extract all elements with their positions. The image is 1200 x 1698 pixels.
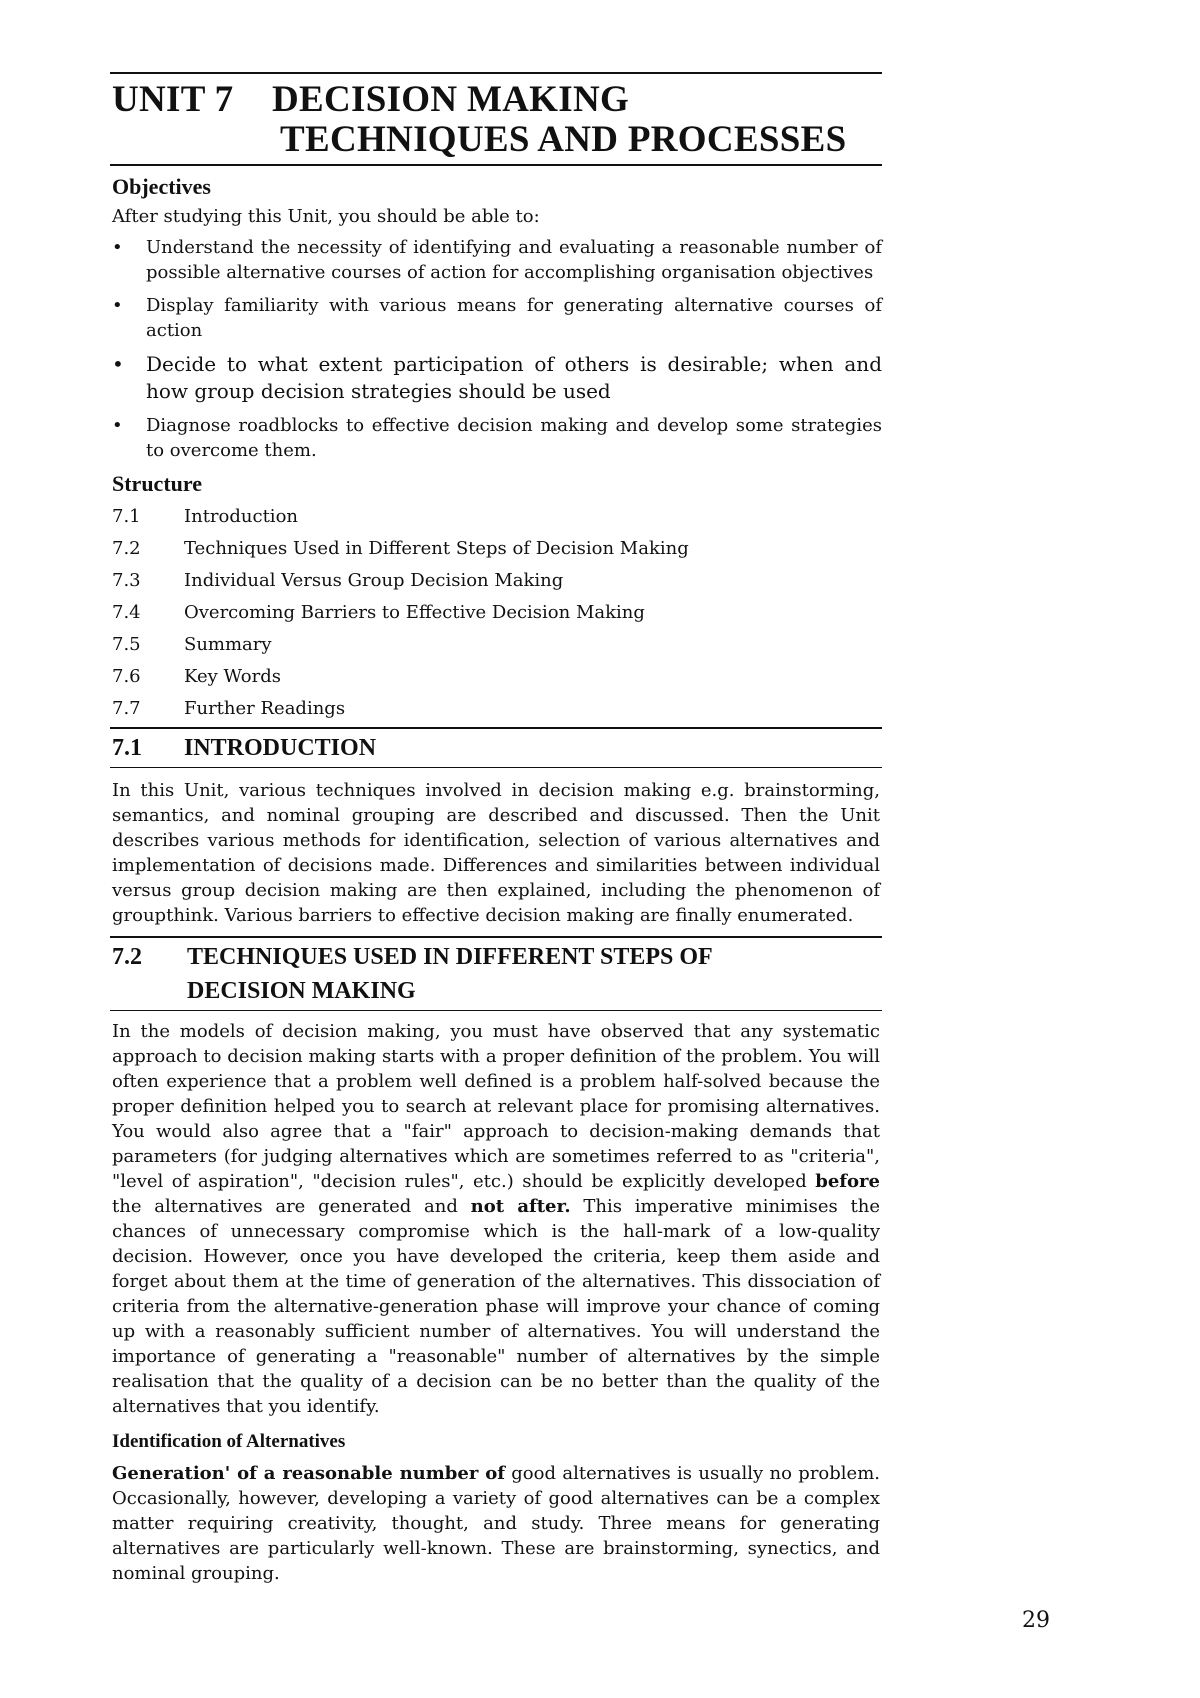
structure-item: 7.1 Introduction <box>112 506 298 527</box>
bullet-icon: • <box>112 295 123 316</box>
section-title: TECHNIQUES USED IN DIFFERENT STEPS OF DECISION MAKING <box>187 944 713 1004</box>
bullet-icon: • <box>112 237 123 258</box>
objective-item: • Understand the necessity of identifying and evaluating a reasonable number of possible alternative courses of action for accomplishing organisation objectives <box>112 237 882 283</box>
structure-item: 7.7 Further Readings <box>112 698 346 719</box>
structure-item: 7.2 Techniques Used in Different Steps of Decision Making <box>112 538 689 559</box>
paragraph: In the models of decision making, you must have observed that any systematic approach to decision making starts with a proper definition of the problem. You will often experience that a problem well defined is a problem half-solved because the proper definition helped you to search at relevant place for promising alternatives. You would also agree that a "fair" approach to decision-making demands that parameters (for judging alternatives which are sometimes referred to as "criteria", "level of aspiration", "decision rules", etc.) should be explicitly developed before the alternatives are generated and not after. This imperative minimises the chances of unnecessary compromise which is the hall-mark of a low-quality decision. However, once you have developed the criteria, keep them aside and forget about them at the time of generation of the alternatives. This dissociation of criteria from the alternative-generation phase will improve your chance of coming up with a reasonably sufficient number of alternatives. You will understand the importance of generating a "reasonable" number of alternatives by the simple realisation that the quality of a decision can be no better than the quality of the alternatives that you identify. <box>112 1021 880 1417</box>
section-number: 7.2 <box>112 944 142 970</box>
paragraph: In this Unit, various techniques involved in decision making e.g. brainstorming, semantics, and nominal grouping are described and discussed. Then the Unit describes various methods for identification, selection of various alternatives and implementation of decisions made. Differences and similarities between individual versus group decision making are then explained, including the phenomenon of groupthink. Various barriers to effective decision making are finally enumerated. <box>112 780 880 926</box>
section-number: 7.1 <box>112 735 142 761</box>
bullet-icon: • <box>112 352 124 376</box>
objectives-list <box>110 235 882 463</box>
paragraph: Generation' of a reasonable number of good alternatives is usually no problem. Occasionally, however, developing a variety of good alternatives can be a complex matter requiring creativity, thought, and study. Three means for generating alternatives are particularly well-known. These are brainstorming, synectics, and nominal grouping. <box>112 1463 880 1584</box>
objective-item: • Diagnose roadblocks to effective decision making and develop some strategies to overcome them. <box>112 415 882 461</box>
section-heading-introduction <box>110 727 882 768</box>
unit-title-line-2: TECHNIQUES AND PROCESSES <box>280 119 847 160</box>
structure-item: 7.4 Overcoming Barriers to Effective Decision Making <box>112 602 645 623</box>
unit-title-line-1: DECISION MAKING <box>272 79 630 120</box>
objective-item: • Decide to what extent participation of others is desirable; when and how group decision strategies should be used <box>112 352 882 403</box>
techniques-body <box>110 1011 882 1419</box>
page-number: 29 <box>1022 1608 1050 1633</box>
structure-item: 7.3 Individual Versus Group Decision Making <box>112 570 564 591</box>
unit-title <box>112 80 882 160</box>
structure-heading: Structure <box>112 471 203 496</box>
unit-number: UNIT 7 <box>112 79 234 120</box>
unit-title-block <box>110 72 882 166</box>
objective-item: • Display familiarity with various means for generating alternative courses of action <box>112 295 882 341</box>
bullet-icon: • <box>112 415 123 436</box>
section-heading-techniques <box>110 936 882 1011</box>
identification-heading: Identification of Alternatives <box>112 1431 346 1452</box>
structure-list <box>112 501 882 725</box>
introduction-body <box>110 768 882 928</box>
structure-item: 7.6 Key Words <box>112 666 281 687</box>
structure-item: 7.5 Summary <box>112 634 272 655</box>
objectives-heading: Objectives <box>112 174 211 199</box>
document-page <box>110 72 882 1586</box>
section-title: INTRODUCTION <box>184 735 377 761</box>
objectives-intro: After studying this Unit, you should be able to: <box>112 206 540 227</box>
